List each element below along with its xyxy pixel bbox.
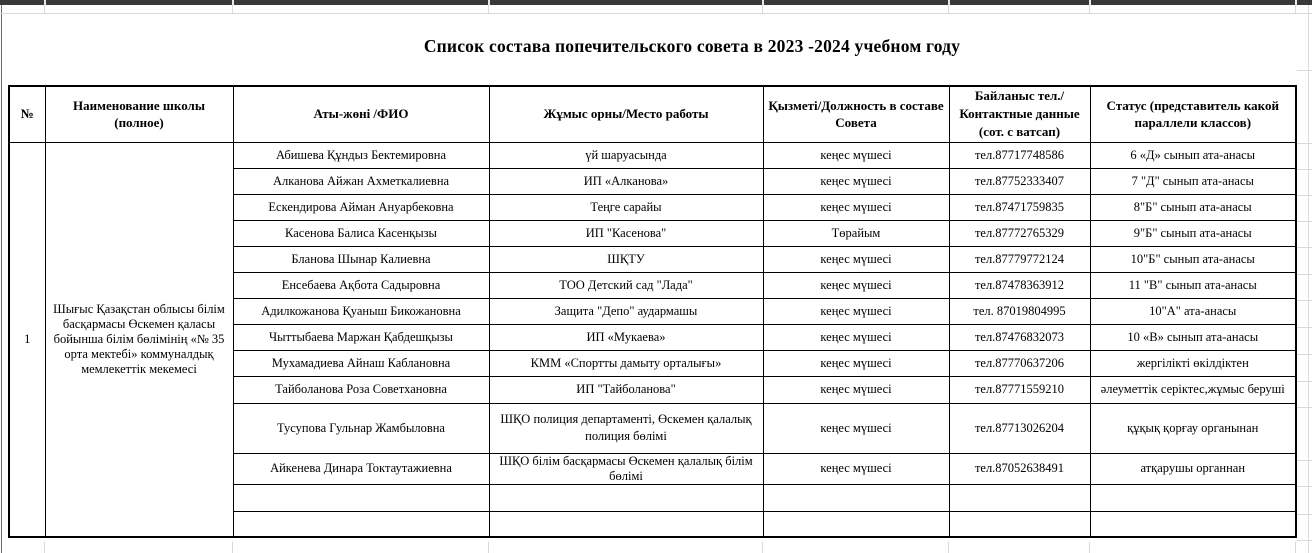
gridline [1297, 540, 1312, 541]
top-dark-bar [0, 0, 1312, 5]
gridline [44, 5, 45, 13]
gridline [1297, 195, 1312, 196]
school-name-cell: Шығыс Қазақстан облысы білім басқармасы Өскемен қаласы бойынша білім бөлімінің «№ 35 орта мектебі» коммуналдық мемлекеттік мекемесі [45, 142, 233, 537]
cell-phone: тел.87752333407 [949, 168, 1090, 194]
cell-position: кеңес мүшесі [763, 272, 949, 298]
cell-workplace: ИП "Касенова" [489, 220, 763, 246]
cell-name: Чыттыбаева Маржан Қабдешқызы [233, 324, 489, 350]
gridline [1308, 5, 1309, 553]
cell-status: 6 «Д» сынып ата-анасы [1090, 142, 1296, 168]
gridline [1297, 300, 1312, 301]
cell-position: кеңес мүшесі [763, 453, 949, 484]
trustees-table [8, 85, 1297, 538]
cell-workplace: ИП "Тайболанова" [489, 376, 763, 403]
cell-workplace: ТОО Детский сад "Лада" [489, 272, 763, 298]
cell-position: Төрайым [763, 220, 949, 246]
cell-status: 8"Б" сынып ата-анасы [1090, 194, 1296, 220]
gridline [1089, 542, 1090, 553]
cell-name [233, 511, 489, 537]
cell-name: Айкенева Динара Токтаутажиевна [233, 453, 489, 484]
gridline [1297, 460, 1312, 461]
cell-name: Касенова Балиса Касенқызы [233, 220, 489, 246]
cell-phone: тел.87478363912 [949, 272, 1090, 298]
window-left-edge [1, 0, 2, 553]
cell-status: 11 "В" сынып ата-анасы [1090, 272, 1296, 298]
cell-workplace [489, 511, 763, 537]
cell-status [1090, 484, 1296, 511]
cell-name: Ескендирова Айман Ануарбековна [233, 194, 489, 220]
cell-name: Бланова Шынар Калиевна [233, 246, 489, 272]
table-row [9, 142, 1296, 168]
gridline [1089, 5, 1090, 13]
cell-phone: тел.87713026204 [949, 403, 1090, 453]
cell-name: Тусупова Гульнар Жамбыловна [233, 403, 489, 453]
gridline [1297, 327, 1312, 328]
gridline [1297, 143, 1312, 144]
gridline [1297, 70, 1312, 71]
cell-workplace: Теңге сарайы [489, 194, 763, 220]
col-header-phone [949, 86, 1090, 142]
cell-position [763, 484, 949, 511]
cell-phone: тел. 87019804995 [949, 298, 1090, 324]
gridline [1297, 169, 1312, 170]
cell-phone [949, 484, 1090, 511]
cell-position: кеңес мүшесі [763, 168, 949, 194]
cell-status: 9"Б" сынып ата-анасы [1090, 220, 1296, 246]
cell-workplace: үй шаруасында [489, 142, 763, 168]
cell-status [1090, 511, 1296, 537]
gridline [232, 542, 233, 553]
cell-status: әлеуметтік серіктес,жұмыс беруші [1090, 376, 1296, 403]
cell-workplace-text: ШҚО білім басқармасы Өскемен қалалық білім бөлімі [499, 453, 753, 483]
cell-status: құқық қорғау органынан [1090, 403, 1296, 453]
cell-phone: тел.87471759835 [949, 194, 1090, 220]
cell-workplace: ШҚТУ [489, 246, 763, 272]
gridline [1297, 381, 1312, 382]
gridline [762, 542, 763, 553]
cell-status: атқарушы органнан [1090, 453, 1296, 484]
cell-status: 10"А" ата-анасы [1090, 298, 1296, 324]
header-row [9, 86, 1296, 142]
cell-position: кеңес мүшесі [763, 376, 949, 403]
gridline [1297, 274, 1312, 275]
cell-phone: тел.87717748586 [949, 142, 1090, 168]
gridline [44, 542, 45, 553]
col-header-workplace: Жұмыс орны/Место работы [489, 86, 763, 142]
cell-position: кеңес мүшесі [763, 403, 949, 453]
cell-phone: тел.87779772124 [949, 246, 1090, 272]
gridline [488, 542, 489, 553]
cell-name: Мухамадиева Айнаш Каблановна [233, 350, 489, 376]
cell-name: Алканова Айжан Ахметкалиевна [233, 168, 489, 194]
cell-position [763, 511, 949, 537]
cell-position: кеңес мүшесі [763, 324, 949, 350]
cell-workplace: КММ «Спортты дамыту орталығы» [489, 350, 763, 376]
cell-name: Абишева Құндыз Бектемировна [233, 142, 489, 168]
gridline [1297, 354, 1312, 355]
cell-name [233, 484, 489, 511]
gridline [1297, 247, 1312, 248]
cell-workplace [489, 453, 763, 484]
cell-name: Тайболанова Роза Советхановна [233, 376, 489, 403]
gridline [948, 542, 949, 553]
cell-phone: тел.87052638491 [949, 453, 1090, 484]
cell-workplace: Защита "Депо" аудармашы [489, 298, 763, 324]
col-header-name: Аты-жөні /ФИО [233, 86, 489, 142]
cell-status: 10"Б" сынып ата-анасы [1090, 246, 1296, 272]
cell-position: кеңес мүшесі [763, 142, 949, 168]
col-header-status: Статус (представитель какой параллели классов) [1090, 86, 1296, 142]
cell-workplace [489, 484, 763, 511]
gridline [948, 5, 949, 13]
cell-name: Енсебаева Ақбота Садыровна [233, 272, 489, 298]
gridline [488, 5, 489, 13]
cell-phone: тел.87770637206 [949, 350, 1090, 376]
document-title: Список состава попечительского совета в 2023 -2024 учебном году [423, 36, 961, 56]
cell-position: кеңес мүшесі [763, 194, 949, 220]
cell-status: 7 "Д" сынып ата-анасы [1090, 168, 1296, 194]
col-header-school: Наименование школы (полное) [45, 86, 233, 142]
gridline [1295, 542, 1296, 553]
col-header-position: Қызметі/Должность в составе Совета [763, 86, 949, 142]
cell-position: кеңес мүшесі [763, 350, 949, 376]
gridline [1297, 486, 1312, 487]
cell-workplace: ИП «Мукаева» [489, 324, 763, 350]
cell-phone: тел.87476832073 [949, 324, 1090, 350]
cell-phone: тел.87772765329 [949, 220, 1090, 246]
cell-phone: тел.87771559210 [949, 376, 1090, 403]
row-number-cell: 1 [9, 142, 45, 537]
gridline [1297, 407, 1312, 408]
cell-phone [949, 511, 1090, 537]
col-header-num: № [9, 86, 45, 142]
gridline [1297, 514, 1312, 515]
cell-workplace [489, 403, 763, 453]
gridline [762, 5, 763, 13]
col-header-phone-text: Байланыс тел./Контактные данные (сот. с ватсап) [959, 88, 1080, 140]
gridline [0, 13, 1312, 14]
cell-position: кеңес мүшесі [763, 298, 949, 324]
cell-status: 10 «В» сынып ата-анасы [1090, 324, 1296, 350]
gridline [1295, 5, 1296, 13]
cell-workplace: ИП «Алканова» [489, 168, 763, 194]
gridline [1297, 221, 1312, 222]
cell-workplace-text: ШҚО полиция департаменті, Өскемен қалалық полиция бөлімі [500, 412, 752, 443]
cell-status: жергілікті өкілдіктен [1090, 350, 1296, 376]
gridline [232, 5, 233, 13]
cell-name: Адилкожанова Қуаныш Бикожановна [233, 298, 489, 324]
cell-position: кеңес мүшесі [763, 246, 949, 272]
